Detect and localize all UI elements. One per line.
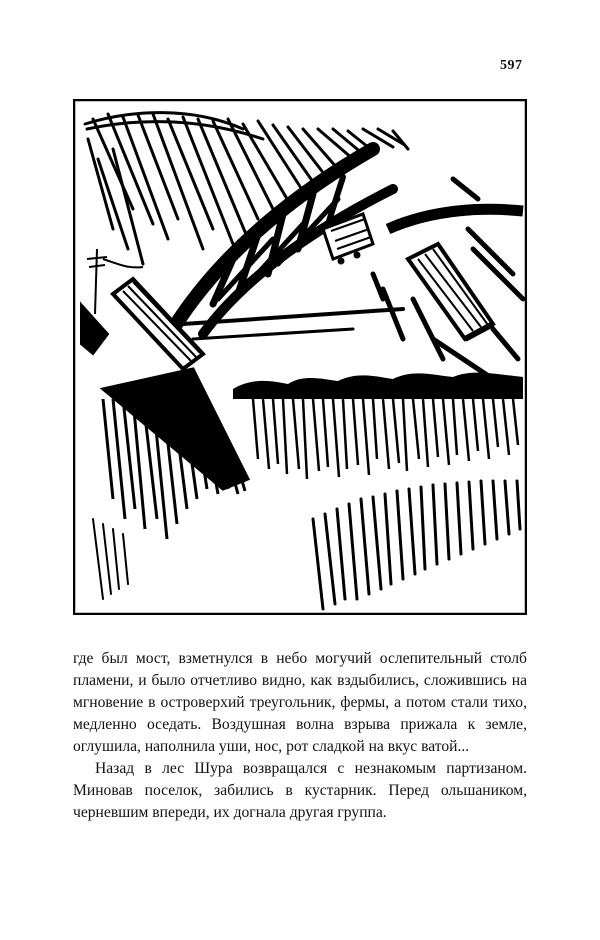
paragraph: где был мост, взметнулся в небо могучий ослепительный столб пламени, и было отчетливо видно, как вздыбились, сложившись на мгновение в островерхий треугольник, фермы, а потом стали тихо, медленно оседать. Воздушная волна взрыва прижала к земле, оглушила, наполнила уши, нос, рот сладкой на вкус ватой...	[73, 650, 527, 755]
page-number: 597	[500, 58, 523, 73]
illustration-canvas	[73, 99, 527, 615]
paragraph: Назад в лес Шура возвращался с незнакомым партизаном. Миновав поселок, забились в кустарник. Перед ольшаником, черневшим впереди, их догнала другая группа.	[73, 760, 527, 821]
body-text	[73, 648, 527, 824]
bridge-explosion-illustration	[73, 99, 527, 615]
